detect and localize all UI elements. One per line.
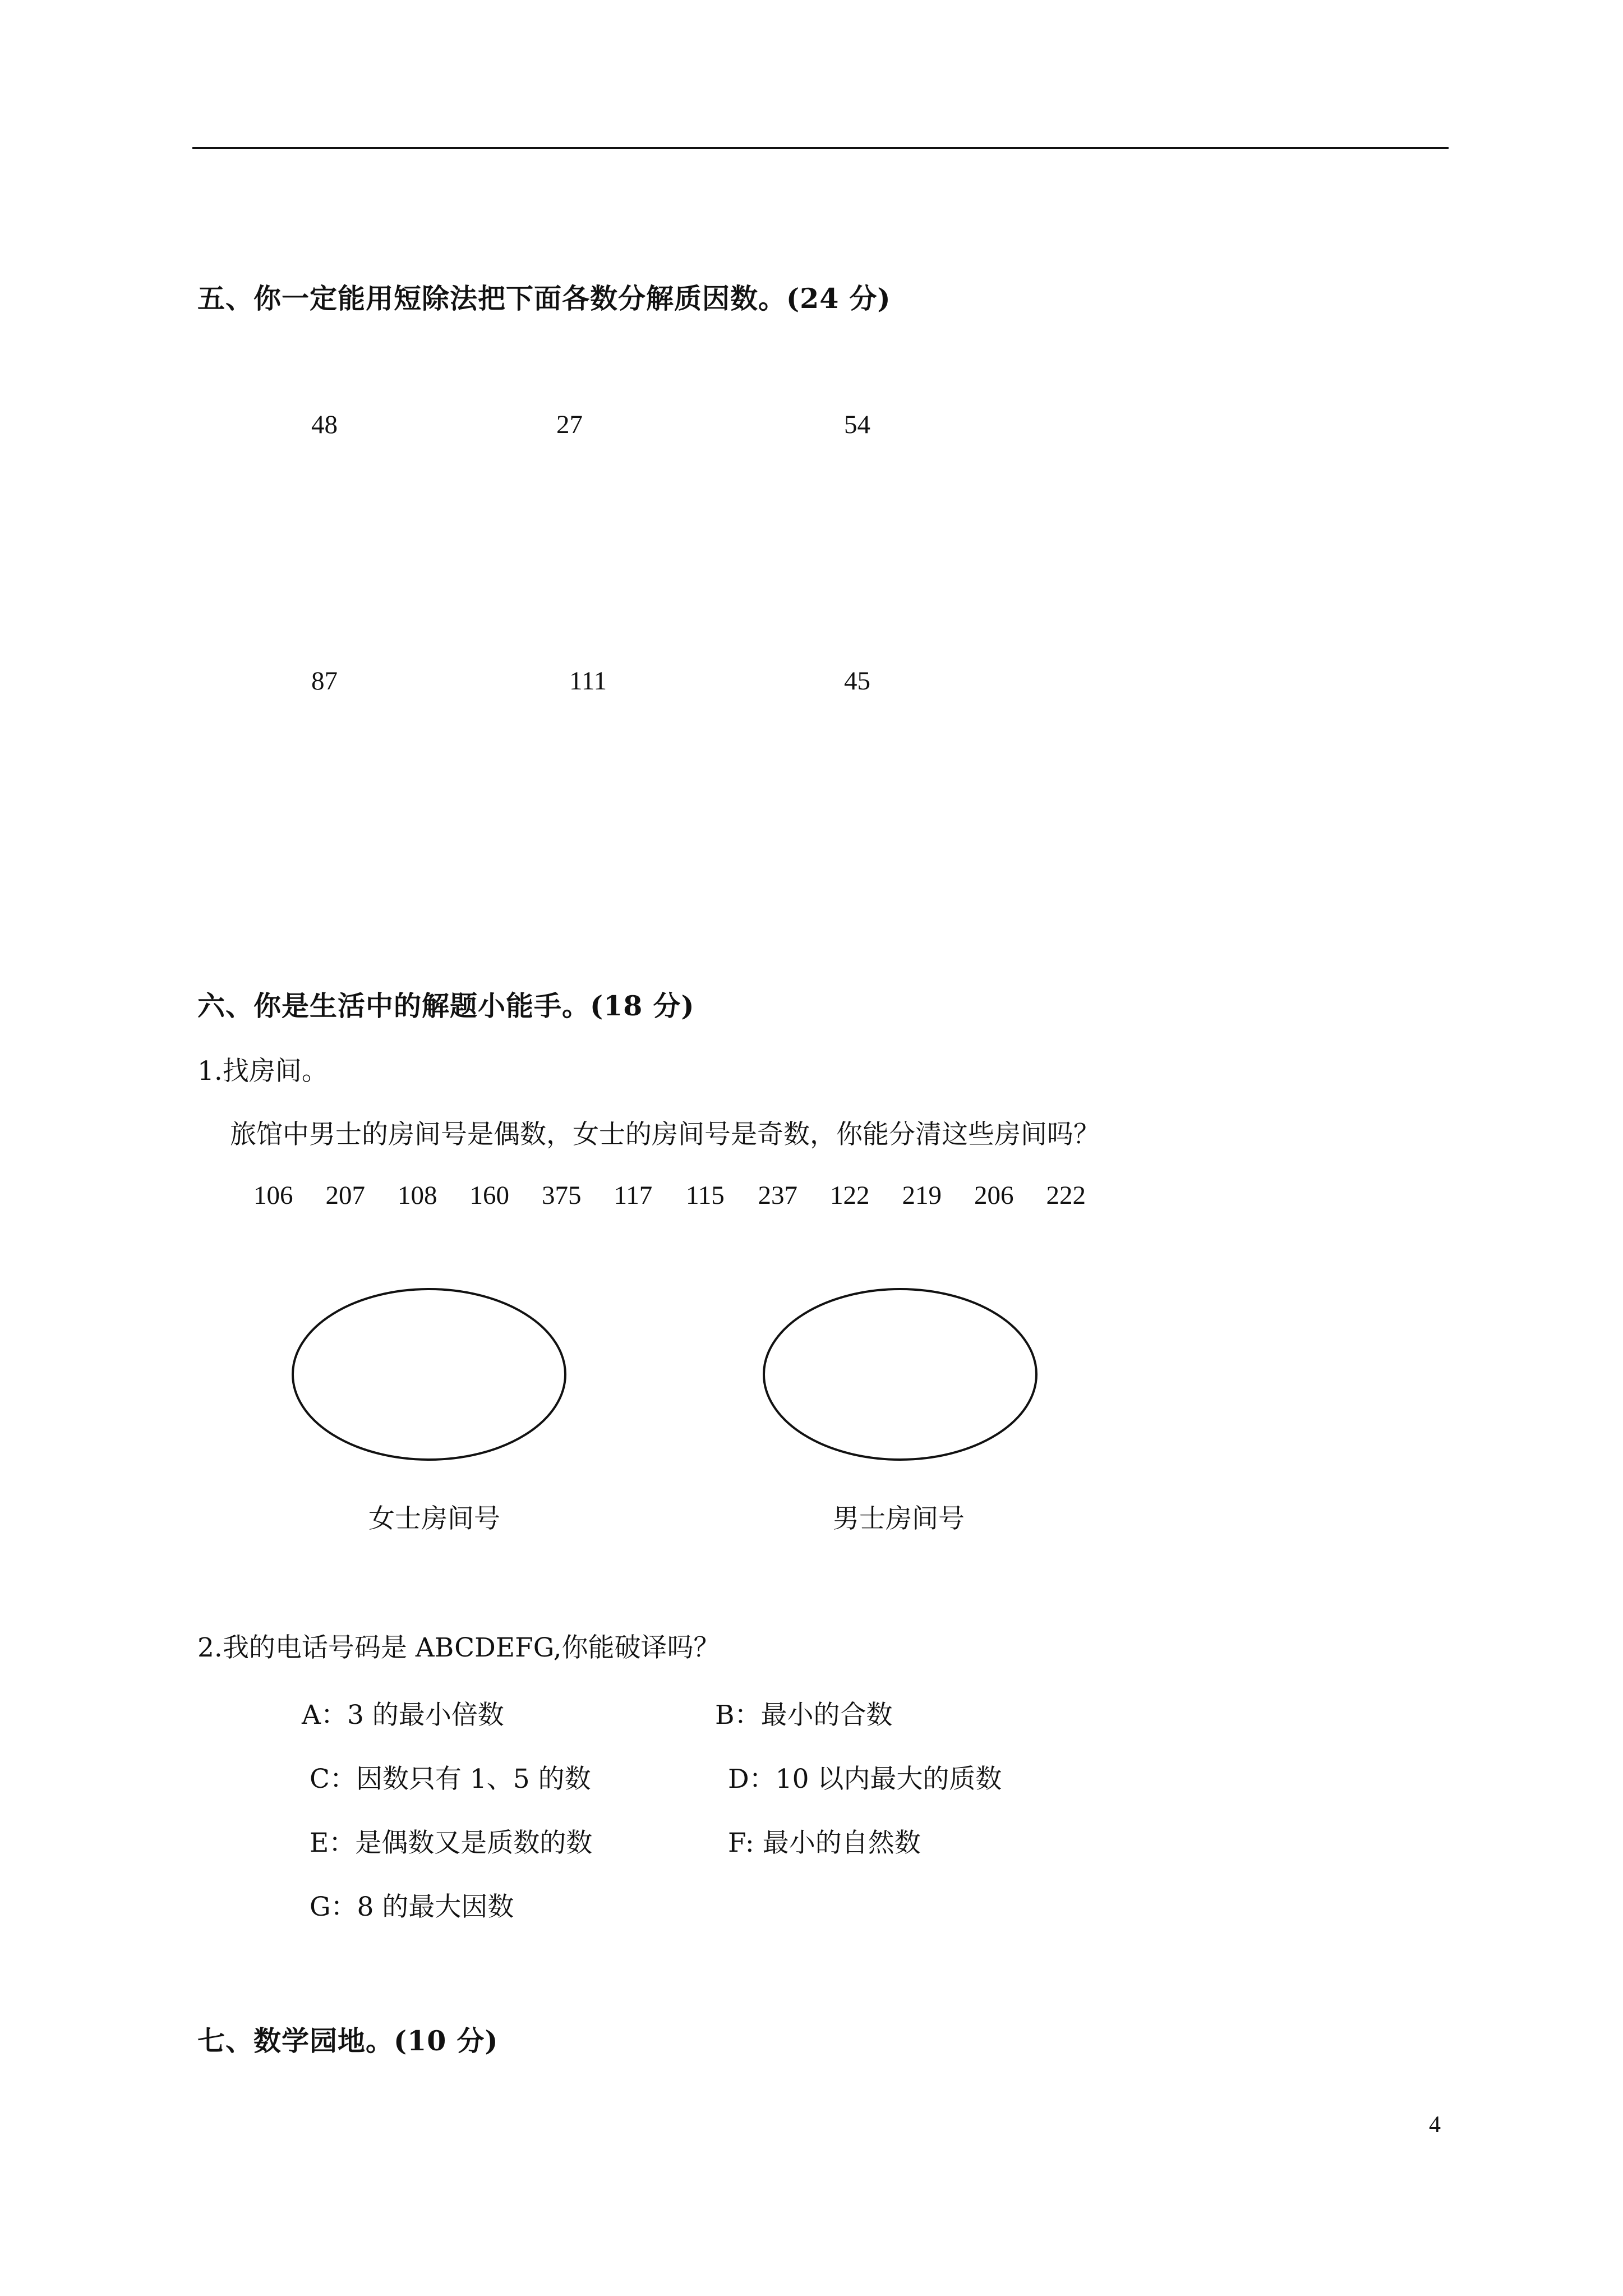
room-number: 115 [686, 1181, 725, 1210]
men-rooms-label: 男士房间号 [833, 1503, 965, 1534]
section-7-heading: 七、数学园地。(10 分) [197, 2024, 499, 2057]
room-number: 117 [614, 1181, 653, 1210]
women-rooms-ellipse [293, 1289, 565, 1460]
option-b: B：最小的合数 [715, 1700, 893, 1731]
section-5-heading: 五、你一定能用短除法把下面各数分解质因数。(24 分) [197, 282, 891, 315]
room-number: 206 [974, 1181, 1014, 1210]
section-6-heading: 六、你是生活中的解题小能手。(18 分) [197, 990, 695, 1022]
women-rooms-label: 女士房间号 [368, 1503, 500, 1534]
room-number: 106 [253, 1181, 293, 1210]
number-87: 87 [311, 666, 338, 696]
room-number: 207 [325, 1181, 365, 1210]
option-c: C：因数只有 1、5 的数 [310, 1764, 591, 1795]
option-d: D：10 以内最大的质数 [728, 1764, 1002, 1795]
room-number: 108 [398, 1181, 437, 1210]
room-number: 219 [902, 1181, 942, 1210]
number-48: 48 [311, 410, 338, 439]
question-1-title: 1.找房间。 [197, 1056, 328, 1087]
men-rooms-ellipse [764, 1289, 1036, 1460]
option-a: A：3 的最小倍数 [302, 1700, 504, 1731]
room-number: 122 [830, 1181, 870, 1210]
option-g: G：8 的最大因数 [310, 1892, 514, 1922]
question-1-prompt: 旅馆中男士的房间号是偶数，女士的房间号是奇数，你能分清这些房间吗？ [230, 1119, 1100, 1150]
room-number: 160 [469, 1181, 509, 1210]
number-45: 45 [844, 666, 870, 696]
number-54: 54 [844, 410, 870, 439]
room-number: 222 [1046, 1181, 1086, 1210]
room-number: 375 [542, 1181, 582, 1210]
option-e: E：是偶数又是质数的数 [310, 1828, 593, 1858]
option-f: F: 最小的自然数 [728, 1828, 921, 1858]
number-27: 27 [556, 410, 583, 439]
room-number-list [253, 1180, 1118, 1211]
question-2-title: 2.我的电话号码是 ABCDEFG,你能破译吗？ [197, 1632, 720, 1663]
page-number: 4 [1429, 2112, 1441, 2138]
answer-ellipses [289, 1285, 1052, 1470]
header-rule [192, 147, 1449, 149]
number-111: 111 [569, 666, 607, 696]
room-number: 237 [758, 1181, 797, 1210]
